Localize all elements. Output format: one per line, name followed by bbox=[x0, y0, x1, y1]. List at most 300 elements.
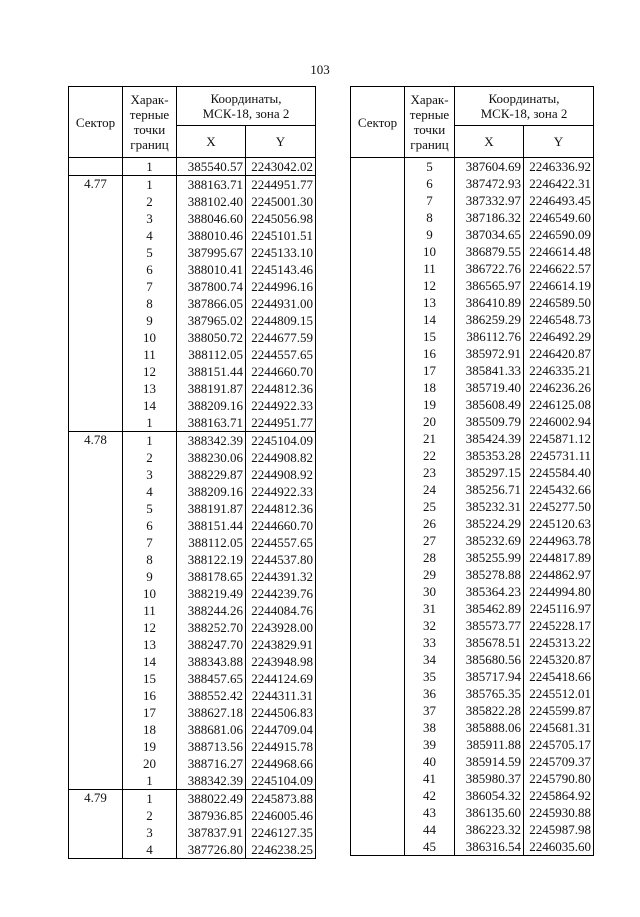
x-coordinate-cell: 388342.39 bbox=[177, 772, 246, 790]
x-coordinate-cell: 388252.70 bbox=[177, 619, 246, 636]
point-cell: 1 bbox=[123, 772, 177, 790]
table-row bbox=[69, 193, 316, 210]
coordinates-header-line: Координаты, bbox=[210, 91, 282, 106]
point-cell: 11 bbox=[123, 346, 177, 363]
table-row bbox=[69, 807, 316, 824]
table-row bbox=[351, 192, 594, 209]
y-coordinate-cell: 2244809.15 bbox=[246, 312, 316, 329]
point-cell: 11 bbox=[405, 260, 455, 277]
table-row bbox=[351, 243, 594, 260]
x-coordinate-cell: 388046.60 bbox=[177, 210, 246, 227]
point-cell: 14 bbox=[123, 653, 177, 670]
sector-cell bbox=[351, 770, 405, 787]
table-row bbox=[69, 534, 316, 551]
points-header-line: терные bbox=[129, 107, 170, 122]
point-cell: 6 bbox=[405, 175, 455, 192]
point-cell: 30 bbox=[405, 583, 455, 600]
x-coordinate-cell: 386135.60 bbox=[455, 804, 524, 821]
sector-cell bbox=[69, 449, 123, 466]
table-row bbox=[351, 685, 594, 702]
table-row bbox=[351, 260, 594, 277]
sector-cell bbox=[351, 362, 405, 379]
sector-cell bbox=[69, 653, 123, 670]
x-coordinate-cell: 388209.16 bbox=[177, 397, 246, 414]
sector-cell bbox=[351, 804, 405, 821]
page-number: 103 bbox=[310, 62, 330, 77]
table-row bbox=[351, 311, 594, 328]
point-cell: 16 bbox=[123, 687, 177, 704]
table-row bbox=[351, 277, 594, 294]
y-coordinate-cell: 2245709.37 bbox=[524, 753, 594, 770]
x-coordinate-cell: 388151.44 bbox=[177, 517, 246, 534]
sector-cell bbox=[351, 498, 405, 515]
point-cell: 22 bbox=[405, 447, 455, 464]
x-coordinate-cell: 388716.27 bbox=[177, 755, 246, 772]
point-cell: 9 bbox=[123, 312, 177, 329]
table-row bbox=[69, 602, 316, 619]
coordinates-table-right bbox=[350, 86, 594, 856]
x-coordinate-cell: 386112.76 bbox=[455, 328, 524, 345]
sector-cell bbox=[351, 787, 405, 804]
x-coordinate-cell: 385914.59 bbox=[455, 753, 524, 770]
table-header bbox=[351, 87, 594, 158]
point-cell: 16 bbox=[405, 345, 455, 362]
point-cell: 2 bbox=[123, 193, 177, 210]
point-cell: 1 bbox=[123, 432, 177, 450]
y-coordinate-cell: 2246614.19 bbox=[524, 277, 594, 294]
point-cell: 1 bbox=[123, 158, 177, 176]
x-coordinate-cell: 388343.88 bbox=[177, 653, 246, 670]
sector-cell bbox=[351, 685, 405, 702]
y-coordinate-cell: 2243948.98 bbox=[246, 653, 316, 670]
sector-cell bbox=[351, 634, 405, 651]
sector-cell bbox=[351, 260, 405, 277]
y-coordinate-cell: 2244931.00 bbox=[246, 295, 316, 312]
point-cell: 32 bbox=[405, 617, 455, 634]
y-coordinate-cell: 2245987.98 bbox=[524, 821, 594, 838]
y-coordinate-cell: 2246238.25 bbox=[246, 841, 316, 859]
sector-header: Сектор bbox=[69, 87, 123, 158]
point-cell: 10 bbox=[405, 243, 455, 260]
y-coordinate-cell: 2244951.77 bbox=[246, 176, 316, 194]
x-coordinate-cell: 385822.28 bbox=[455, 702, 524, 719]
sector-cell bbox=[69, 466, 123, 483]
table-row bbox=[69, 636, 316, 653]
sector-cell bbox=[351, 311, 405, 328]
point-cell: 27 bbox=[405, 532, 455, 549]
y-coordinate-cell: 2245432.66 bbox=[524, 481, 594, 498]
point-cell: 5 bbox=[123, 244, 177, 261]
point-cell: 7 bbox=[123, 278, 177, 295]
y-coordinate-cell: 2245143.46 bbox=[246, 261, 316, 278]
sector-cell bbox=[69, 210, 123, 227]
y-coordinate-cell: 2244677.59 bbox=[246, 329, 316, 346]
y-coordinate-cell: 2243829.91 bbox=[246, 636, 316, 653]
sector-cell bbox=[351, 736, 405, 753]
y-coordinate-cell: 2244817.89 bbox=[524, 549, 594, 566]
y-coordinate-cell: 2245228.17 bbox=[524, 617, 594, 634]
x-coordinate-cell: 388247.70 bbox=[177, 636, 246, 653]
x-coordinate-cell: 385888.06 bbox=[455, 719, 524, 736]
table-row bbox=[69, 738, 316, 755]
point-cell: 5 bbox=[405, 158, 455, 176]
y-coordinate-cell: 2245864.92 bbox=[524, 787, 594, 804]
sector-cell bbox=[351, 566, 405, 583]
point-cell: 9 bbox=[123, 568, 177, 585]
x-coordinate-cell: 387726.80 bbox=[177, 841, 246, 859]
point-cell: 6 bbox=[123, 261, 177, 278]
coordinates-header bbox=[177, 87, 316, 126]
table-row bbox=[69, 380, 316, 397]
point-cell: 7 bbox=[405, 192, 455, 209]
table-row bbox=[351, 498, 594, 515]
x-coordinate-cell: 386565.97 bbox=[455, 277, 524, 294]
y-coordinate-cell: 2245313.22 bbox=[524, 634, 594, 651]
point-cell: 9 bbox=[405, 226, 455, 243]
point-cell: 42 bbox=[405, 787, 455, 804]
x-coordinate-cell: 388112.05 bbox=[177, 534, 246, 551]
sector-cell bbox=[69, 841, 123, 859]
point-cell: 20 bbox=[405, 413, 455, 430]
x-coordinate-cell: 386223.32 bbox=[455, 821, 524, 838]
table-row bbox=[351, 158, 594, 176]
point-cell: 44 bbox=[405, 821, 455, 838]
point-cell: 21 bbox=[405, 430, 455, 447]
x-coordinate-cell: 387472.93 bbox=[455, 175, 524, 192]
y-coordinate-cell: 2246422.31 bbox=[524, 175, 594, 192]
table-row bbox=[69, 210, 316, 227]
sector-cell bbox=[69, 193, 123, 210]
point-cell: 36 bbox=[405, 685, 455, 702]
x-coordinate-cell: 385353.28 bbox=[455, 447, 524, 464]
sector-cell bbox=[69, 227, 123, 244]
sector-cell: 4.79 bbox=[69, 790, 123, 808]
sector-cell bbox=[351, 277, 405, 294]
table-row bbox=[351, 668, 594, 685]
sector-cell bbox=[351, 175, 405, 192]
sector-cell bbox=[351, 668, 405, 685]
sector-header: Сектор bbox=[351, 87, 405, 158]
table-row bbox=[69, 619, 316, 636]
point-cell: 20 bbox=[123, 755, 177, 772]
table-row bbox=[69, 687, 316, 704]
table-row bbox=[351, 770, 594, 787]
table-row bbox=[351, 838, 594, 856]
x-coordinate-cell: 385841.33 bbox=[455, 362, 524, 379]
point-cell: 8 bbox=[405, 209, 455, 226]
y-coordinate-cell: 2246005.46 bbox=[246, 807, 316, 824]
point-cell: 2 bbox=[123, 807, 177, 824]
sector-cell bbox=[69, 380, 123, 397]
points-header-line: границ bbox=[410, 137, 449, 152]
table-row bbox=[351, 226, 594, 243]
point-cell: 40 bbox=[405, 753, 455, 770]
point-cell: 37 bbox=[405, 702, 455, 719]
sector-cell bbox=[69, 721, 123, 738]
x-coordinate-cell: 385717.94 bbox=[455, 668, 524, 685]
sector-cell bbox=[69, 483, 123, 500]
x-coordinate-cell: 385424.39 bbox=[455, 430, 524, 447]
sector-cell bbox=[351, 617, 405, 634]
table-row bbox=[351, 413, 594, 430]
x-coordinate-cell: 387837.91 bbox=[177, 824, 246, 841]
y-coordinate-cell: 2244908.82 bbox=[246, 449, 316, 466]
points-header-line: точки bbox=[413, 122, 446, 137]
x-coordinate-cell: 386722.76 bbox=[455, 260, 524, 277]
x-coordinate-cell: 388022.49 bbox=[177, 790, 246, 808]
y-coordinate-cell: 2245705.17 bbox=[524, 736, 594, 753]
sector-cell bbox=[351, 209, 405, 226]
x-coordinate-cell: 385297.15 bbox=[455, 464, 524, 481]
sector-cell bbox=[351, 651, 405, 668]
table-row bbox=[69, 670, 316, 687]
table-row bbox=[69, 721, 316, 738]
table-row bbox=[351, 719, 594, 736]
point-cell: 1 bbox=[123, 414, 177, 432]
table-row bbox=[351, 651, 594, 668]
table-row bbox=[351, 787, 594, 804]
x-coordinate-cell: 387866.05 bbox=[177, 295, 246, 312]
sector-cell bbox=[69, 244, 123, 261]
point-cell: 19 bbox=[405, 396, 455, 413]
y-coordinate-cell: 2246622.57 bbox=[524, 260, 594, 277]
x-coordinate-cell: 388627.18 bbox=[177, 704, 246, 721]
sector-cell bbox=[69, 585, 123, 602]
sector-cell bbox=[351, 600, 405, 617]
x-coordinate-cell: 388229.87 bbox=[177, 466, 246, 483]
y-coordinate-cell: 2245101.51 bbox=[246, 227, 316, 244]
y-coordinate-cell: 2244915.78 bbox=[246, 738, 316, 755]
x-coordinate-cell: 385255.99 bbox=[455, 549, 524, 566]
y-coordinate-cell: 2245320.87 bbox=[524, 651, 594, 668]
x-coordinate-cell: 386879.55 bbox=[455, 243, 524, 260]
points-header-line: границ bbox=[130, 137, 169, 152]
table-row bbox=[69, 517, 316, 534]
sector-cell bbox=[351, 158, 405, 176]
point-cell: 24 bbox=[405, 481, 455, 498]
table-row bbox=[351, 600, 594, 617]
x-coordinate-cell: 388163.71 bbox=[177, 414, 246, 432]
point-cell: 18 bbox=[123, 721, 177, 738]
x-coordinate-cell: 388112.05 bbox=[177, 346, 246, 363]
y-coordinate-cell: 2245512.01 bbox=[524, 685, 594, 702]
x-coordinate-cell: 387965.02 bbox=[177, 312, 246, 329]
table-row bbox=[69, 824, 316, 841]
coordinates-header-line: МСК-18, зона 2 bbox=[480, 106, 568, 121]
sector-cell bbox=[69, 397, 123, 414]
x-coordinate-cell: 388457.65 bbox=[177, 670, 246, 687]
point-cell: 17 bbox=[123, 704, 177, 721]
x-coordinate-cell: 385719.40 bbox=[455, 379, 524, 396]
sector-cell bbox=[351, 549, 405, 566]
point-cell: 18 bbox=[405, 379, 455, 396]
table-row bbox=[351, 345, 594, 362]
sector-cell bbox=[351, 481, 405, 498]
y-coordinate-cell: 2246236.26 bbox=[524, 379, 594, 396]
y-coordinate-cell: 2245790.80 bbox=[524, 770, 594, 787]
table-row bbox=[69, 312, 316, 329]
sector-cell bbox=[351, 532, 405, 549]
table-row bbox=[351, 362, 594, 379]
point-cell: 6 bbox=[123, 517, 177, 534]
sector-cell bbox=[69, 534, 123, 551]
x-header: X bbox=[455, 126, 524, 158]
table-row bbox=[69, 278, 316, 295]
table-row bbox=[69, 449, 316, 466]
y-coordinate-cell: 2244908.92 bbox=[246, 466, 316, 483]
x-coordinate-cell: 387800.74 bbox=[177, 278, 246, 295]
x-coordinate-cell: 385256.71 bbox=[455, 481, 524, 498]
point-cell: 38 bbox=[405, 719, 455, 736]
table-row bbox=[351, 532, 594, 549]
point-cell: 28 bbox=[405, 549, 455, 566]
x-coordinate-cell: 388151.44 bbox=[177, 363, 246, 380]
y-coordinate-cell: 2244660.70 bbox=[246, 517, 316, 534]
x-coordinate-cell: 388342.39 bbox=[177, 432, 246, 450]
y-coordinate-cell: 2246127.35 bbox=[246, 824, 316, 841]
sector-cell bbox=[69, 670, 123, 687]
x-coordinate-cell: 388713.56 bbox=[177, 738, 246, 755]
y-coordinate-cell: 2244239.76 bbox=[246, 585, 316, 602]
x-coordinate-cell: 386316.54 bbox=[455, 838, 524, 856]
x-coordinate-cell: 388191.87 bbox=[177, 380, 246, 397]
table-row bbox=[351, 175, 594, 192]
sector-cell bbox=[69, 755, 123, 772]
table-row bbox=[69, 346, 316, 363]
table-row bbox=[69, 261, 316, 278]
y-coordinate-cell: 2244862.97 bbox=[524, 566, 594, 583]
x-coordinate-cell: 385278.88 bbox=[455, 566, 524, 583]
x-coordinate-cell: 385224.29 bbox=[455, 515, 524, 532]
point-cell: 3 bbox=[123, 466, 177, 483]
point-cell: 2 bbox=[123, 449, 177, 466]
point-cell: 4 bbox=[123, 227, 177, 244]
y-coordinate-cell: 2244922.33 bbox=[246, 397, 316, 414]
point-cell: 10 bbox=[123, 585, 177, 602]
y-coordinate-cell: 2245116.97 bbox=[524, 600, 594, 617]
x-coordinate-cell: 385972.91 bbox=[455, 345, 524, 362]
points-header-line: точки bbox=[133, 122, 166, 137]
y-header: Y bbox=[246, 126, 316, 158]
x-coordinate-cell: 388102.40 bbox=[177, 193, 246, 210]
table-row bbox=[351, 804, 594, 821]
point-cell: 3 bbox=[123, 824, 177, 841]
sector-cell bbox=[69, 312, 123, 329]
x-coordinate-cell: 387332.97 bbox=[455, 192, 524, 209]
table-row bbox=[69, 244, 316, 261]
y-coordinate-cell: 2244963.78 bbox=[524, 532, 594, 549]
sector-cell bbox=[351, 464, 405, 481]
x-coordinate-cell: 388191.87 bbox=[177, 500, 246, 517]
point-cell: 39 bbox=[405, 736, 455, 753]
y-coordinate-cell: 2244994.80 bbox=[524, 583, 594, 600]
point-cell: 1 bbox=[123, 176, 177, 194]
y-coordinate-cell: 2245584.40 bbox=[524, 464, 594, 481]
table-row bbox=[69, 704, 316, 721]
y-coordinate-cell: 2246589.50 bbox=[524, 294, 594, 311]
table-row bbox=[69, 772, 316, 790]
table-row bbox=[351, 328, 594, 345]
table-row bbox=[69, 841, 316, 859]
table-row bbox=[351, 549, 594, 566]
x-coordinate-cell: 385232.69 bbox=[455, 532, 524, 549]
table-row bbox=[351, 379, 594, 396]
sector-cell bbox=[69, 824, 123, 841]
points-header-line: терные bbox=[409, 107, 450, 122]
sector-cell bbox=[351, 583, 405, 600]
y-coordinate-cell: 2246493.45 bbox=[524, 192, 594, 209]
y-coordinate-cell: 2244951.77 bbox=[246, 414, 316, 432]
x-coordinate-cell: 386259.29 bbox=[455, 311, 524, 328]
point-cell: 12 bbox=[123, 619, 177, 636]
sector-cell bbox=[69, 619, 123, 636]
table-header bbox=[69, 87, 316, 158]
point-cell: 43 bbox=[405, 804, 455, 821]
point-cell: 7 bbox=[123, 534, 177, 551]
y-coordinate-cell: 2244557.65 bbox=[246, 346, 316, 363]
x-coordinate-cell: 387186.32 bbox=[455, 209, 524, 226]
point-cell: 14 bbox=[405, 311, 455, 328]
table-row bbox=[351, 702, 594, 719]
table-row bbox=[69, 551, 316, 568]
sector-cell bbox=[351, 821, 405, 838]
sector-cell bbox=[351, 447, 405, 464]
point-cell: 11 bbox=[123, 602, 177, 619]
sector-cell bbox=[351, 838, 405, 856]
sector-cell bbox=[69, 772, 123, 790]
y-coordinate-cell: 2245277.50 bbox=[524, 498, 594, 515]
table-row bbox=[69, 363, 316, 380]
sector-cell bbox=[69, 738, 123, 755]
x-coordinate-cell: 387604.69 bbox=[455, 158, 524, 176]
y-coordinate-cell: 2246335.21 bbox=[524, 362, 594, 379]
y-coordinate-cell: 2245873.88 bbox=[246, 790, 316, 808]
x-coordinate-cell: 386054.32 bbox=[455, 787, 524, 804]
point-cell: 4 bbox=[123, 841, 177, 859]
x-coordinate-cell: 388230.06 bbox=[177, 449, 246, 466]
x-coordinate-cell: 385765.35 bbox=[455, 685, 524, 702]
sector-cell bbox=[351, 226, 405, 243]
sector-cell bbox=[351, 192, 405, 209]
y-coordinate-cell: 2245681.31 bbox=[524, 719, 594, 736]
x-coordinate-cell: 387995.67 bbox=[177, 244, 246, 261]
y-coordinate-cell: 2246336.92 bbox=[524, 158, 594, 176]
sector-cell bbox=[351, 413, 405, 430]
y-coordinate-cell: 2243042.02 bbox=[246, 158, 316, 176]
y-coordinate-cell: 2245930.88 bbox=[524, 804, 594, 821]
point-cell: 3 bbox=[123, 210, 177, 227]
table-row bbox=[69, 432, 316, 450]
sector-cell: 4.77 bbox=[69, 176, 123, 194]
sector-cell bbox=[69, 278, 123, 295]
x-coordinate-cell: 385232.31 bbox=[455, 498, 524, 515]
sector-cell bbox=[69, 687, 123, 704]
sector-cell bbox=[69, 636, 123, 653]
point-cell: 31 bbox=[405, 600, 455, 617]
point-cell: 8 bbox=[123, 295, 177, 312]
point-cell: 8 bbox=[123, 551, 177, 568]
y-coordinate-cell: 2244996.16 bbox=[246, 278, 316, 295]
point-cell: 15 bbox=[405, 328, 455, 345]
table-row bbox=[69, 500, 316, 517]
y-coordinate-cell: 2245104.09 bbox=[246, 432, 316, 450]
table-row bbox=[69, 414, 316, 432]
point-cell: 25 bbox=[405, 498, 455, 515]
points-header bbox=[405, 87, 455, 158]
sector-cell bbox=[69, 517, 123, 534]
y-coordinate-cell: 2246125.08 bbox=[524, 396, 594, 413]
coordinates-table-left bbox=[68, 86, 316, 859]
